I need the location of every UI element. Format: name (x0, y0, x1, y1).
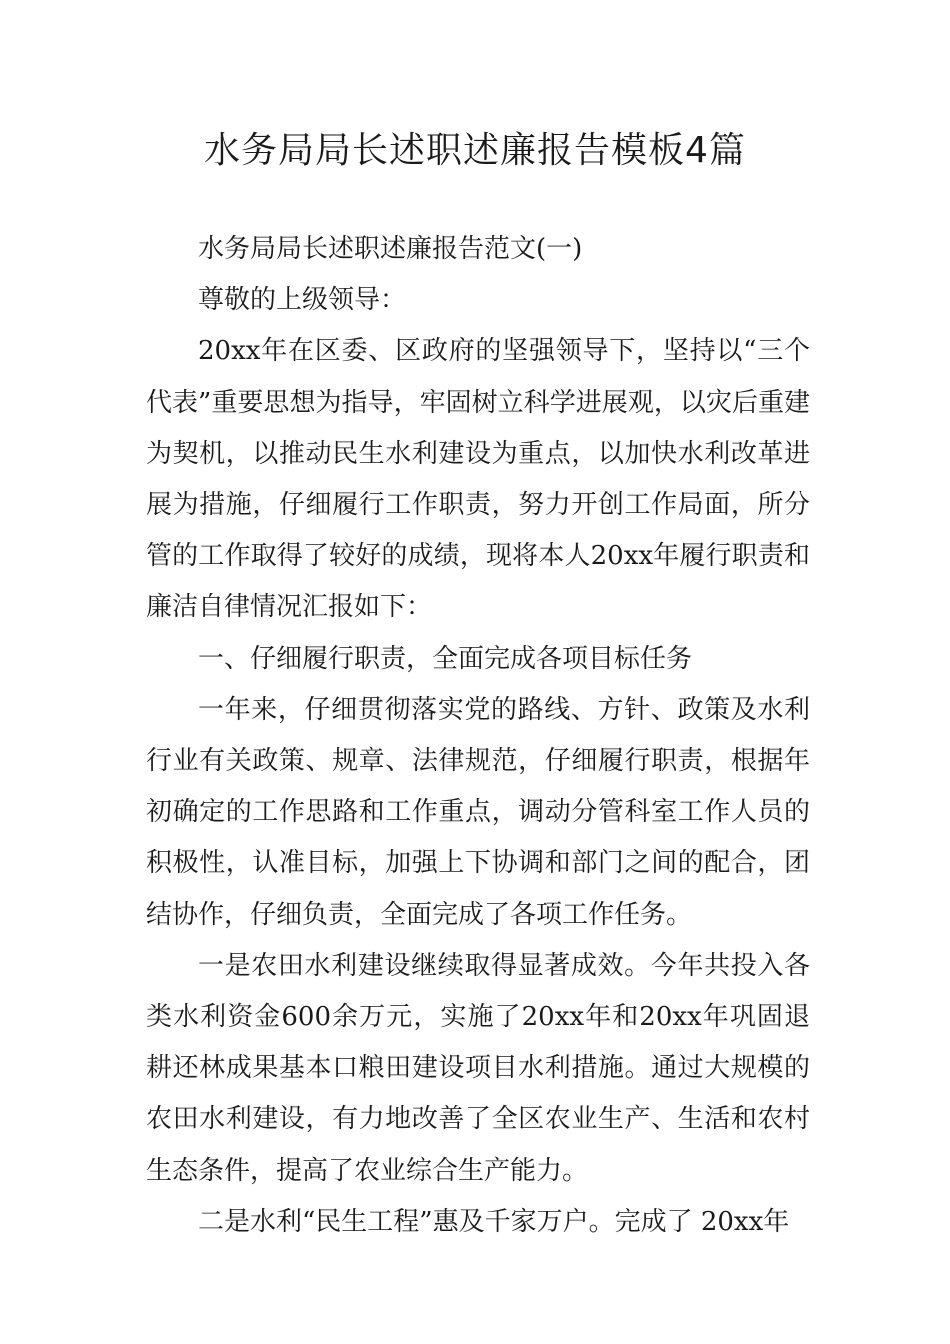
subsection-heading: 一、仔细履行职责，全面完成各项目标任务 (198, 643, 693, 674)
paragraph: 一年来，仔细贯彻落实党的路线、方针、政策及水利行业有关政策、规章、法律规范，仔细履行职责，根据年初确定的工作思路和工作重点，调动分管科室工作人员的积极性，认准目标，加强上下协调和部门之间的配合，团结协作，仔细负责，全面完成了各项工作任务。 (146, 694, 810, 930)
paragraph: 一是农田水利建设继续取得显著成效。今年共投入各类水利资金600余万元，实施了20xx年和20xx年巩固退耕还林成果基本口粮田建设项目水利措施。通过大规模的农田水利建设，有力地改善了全区农业生产、生活和农村生态条件，提高了农业综合生产能力。 (146, 950, 810, 1186)
document-title: 水务局局长述职述廉报告模板4篇 (204, 130, 746, 171)
salutation: 尊敬的上级领导： (198, 285, 407, 316)
paragraph: 20xx年在区委、区政府的坚强领导下，坚持以“三个代表”重要思想为指导，牢固树立科学进展观，以灾后重建为契机，以推动民生水利建设为重点，以加快水利改革进展为措施，仔细履行工作职责，努力开创工作局面，所分管的工作取得了较好的成绩，现将本人20xx年履行职责和廉洁自律情况汇报如下： (146, 336, 810, 623)
section-heading: 水务局局长述职述廉报告范文(一) (198, 234, 583, 264)
document-body (146, 224, 810, 1248)
paragraph: 二是水利“民生工程”惠及千家万户。完成了 20xx年 (198, 1206, 790, 1237)
